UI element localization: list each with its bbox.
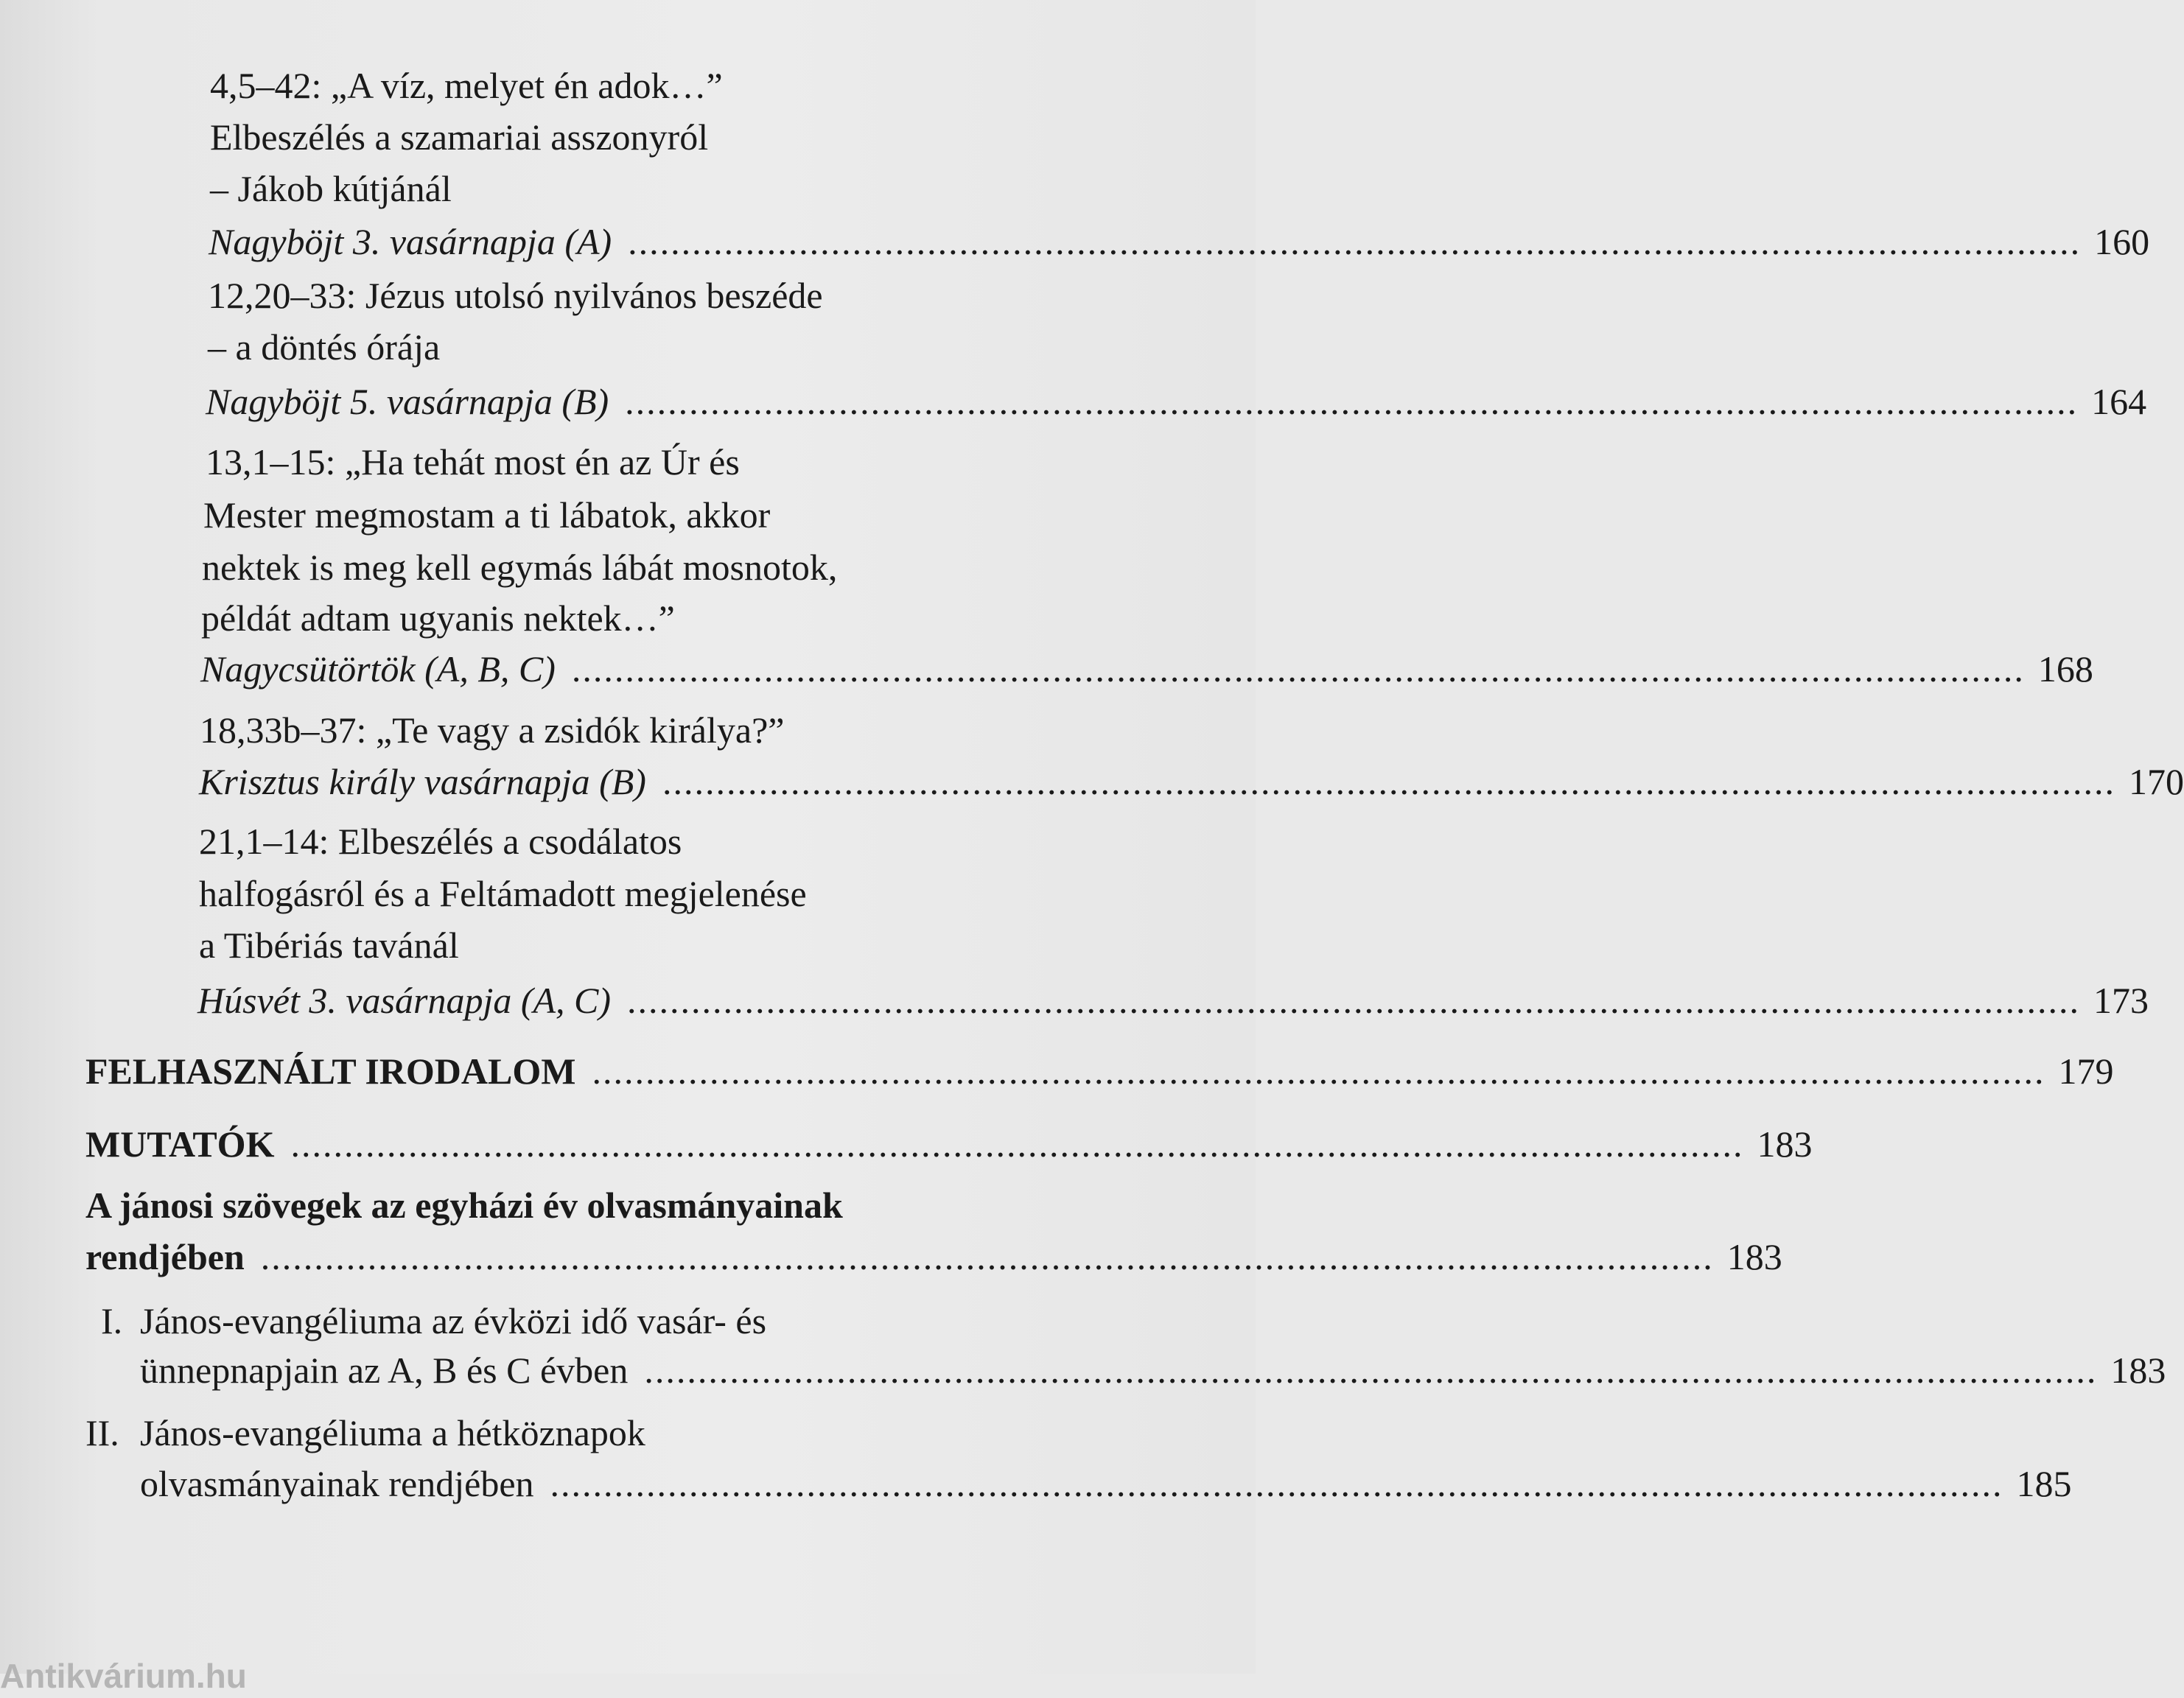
entry-3-line-3: nektek is meg kell egymás lábát mosnotok, xyxy=(202,547,838,588)
dot-leader: ........................................................................................................................................ xyxy=(627,980,2081,1021)
subsection-1-numeral: I. xyxy=(101,1300,123,1341)
dot-leader: ........................................................................................................................................ xyxy=(571,648,2025,690)
dot-leader: ........................................................................................................................................ xyxy=(550,1463,2003,1504)
entry-5-line-2: halfogásról és a Feltámadott megjelenése xyxy=(199,873,807,914)
entry-3-occasion: Nagycsütörtök (A, B, C) xyxy=(200,648,556,690)
dot-leader: ........................................................................................................................................ xyxy=(260,1236,1714,1277)
subsection-1-line-1: János-evangéliuma az évközi idő vasár- és xyxy=(140,1300,767,1341)
dot-leader: ........................................................................................................................................ xyxy=(662,761,2115,802)
entry-5-page-number: 173 xyxy=(2093,980,2149,1021)
entry-2-occasion: Nagyböjt 5. vasárnapja (B) xyxy=(206,381,609,422)
section-order-page-number: 183 xyxy=(1726,1236,1782,1277)
dot-leader: ........................................................................................................................................ xyxy=(644,1350,2098,1391)
subsection-2-numeral: II. xyxy=(85,1412,119,1453)
entry-4-occasion: Krisztus király vasárnapja (B) xyxy=(199,761,646,802)
subsection-2-row xyxy=(140,1462,2072,1506)
dot-leader: ........................................................................................................................................ xyxy=(625,381,2079,422)
entry-2-line-2: – a döntés órája xyxy=(208,326,441,368)
section-order-line-2: rendjében xyxy=(85,1236,245,1277)
watermark: Antikvárium.hu xyxy=(0,1657,247,1695)
subsection-1-row xyxy=(140,1348,2166,1392)
section-indexes-page-number: 183 xyxy=(1757,1123,1813,1165)
section-order-line-1: A jánosi szövegek az egyházi év olvasmányainak xyxy=(85,1185,843,1226)
section-indexes-title: MUTATÓK xyxy=(85,1123,275,1165)
section-indexes-row xyxy=(85,1122,1813,1166)
entry-5-occasion: Húsvét 3. vasárnapja (A, C) xyxy=(197,980,612,1021)
entry-1-occasion: Nagyböjt 3. vasárnapja (A) xyxy=(209,221,612,262)
entry-5-line-3: a Tibériás tavánál xyxy=(199,925,459,966)
entry-5-occasion-row xyxy=(197,978,2149,1022)
entry-1-line-3: – Jákob kútjánál xyxy=(210,168,452,209)
dot-leader: ........................................................................................................................................ xyxy=(592,1050,2045,1092)
entry-4-line-1: 18,33b–37: „Te vagy a zsidók királya?” xyxy=(200,709,785,751)
entry-4-page-number: 170 xyxy=(2128,761,2184,802)
subsection-2-line-1: János-evangéliuma a hétköznapok xyxy=(140,1412,645,1453)
subsection-1-line-2: ünnepnapjain az A, B és C évben xyxy=(140,1350,629,1391)
entry-3-line-1: 13,1–15: „Ha tehát most én az Úr és xyxy=(206,441,740,483)
entry-5-line-1: 21,1–14: Elbeszélés a csodálatos xyxy=(199,821,682,862)
entry-1-line-2: Elbeszélés a szamariai asszonyról xyxy=(210,116,709,158)
entry-3-line-2: Mester megmostam a ti lábatok, akkor xyxy=(203,494,771,536)
entry-1-line-1: 4,5–42: „A víz, melyet én adok…” xyxy=(210,65,723,106)
subsection-2-line-2: olvasmányainak rendjében xyxy=(140,1463,534,1504)
entry-1-page-number: 160 xyxy=(2094,221,2150,262)
subsection-1-page-number: 183 xyxy=(2110,1350,2166,1391)
subsection-2-page-number: 185 xyxy=(2016,1463,2072,1504)
dot-leader: ........................................................................................................................................ xyxy=(290,1123,1744,1165)
entry-2-page-number: 164 xyxy=(2091,381,2147,422)
section-literature-title: FELHASZNÁLT IRODALOM xyxy=(85,1050,576,1092)
section-literature-row xyxy=(85,1049,2114,1093)
entry-2-line-1: 12,20–33: Jézus utolsó nyilvános beszéde xyxy=(208,275,823,316)
section-order-row xyxy=(85,1235,1782,1279)
entry-3-page-number: 168 xyxy=(2037,648,2093,690)
entry-3-line-4: példát adtam ugyanis nektek…” xyxy=(201,597,675,639)
entry-3-occasion-row xyxy=(200,647,2093,691)
section-literature-page-number: 179 xyxy=(2058,1050,2114,1092)
entry-1-occasion-row xyxy=(209,220,2150,264)
entry-2-occasion-row xyxy=(206,379,2147,424)
entry-4-occasion-row xyxy=(199,759,2184,804)
dot-leader: ........................................................................................................................................ xyxy=(628,221,2082,262)
